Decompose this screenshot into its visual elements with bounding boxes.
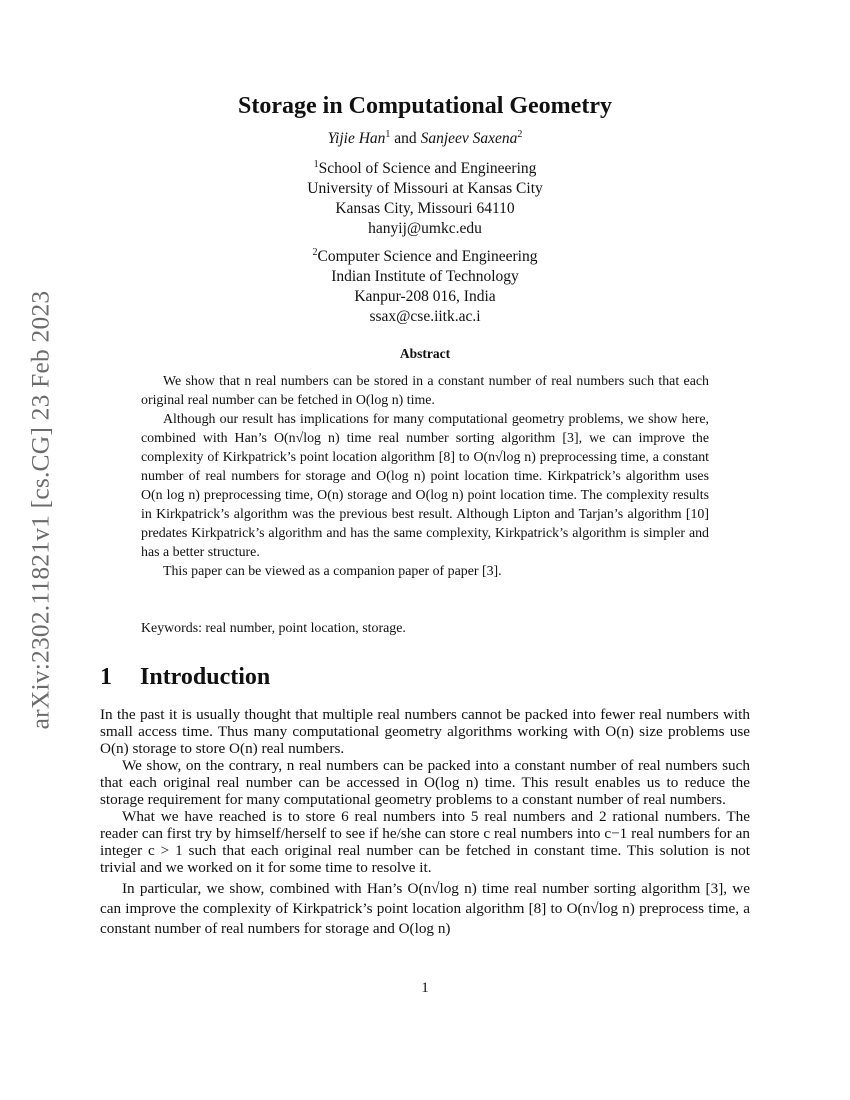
affiliation-line: Kansas City, Missouri 64110 (335, 200, 515, 217)
body-paragraph: What we have reached is to store 6 real numbers into 5 real numbers and 2 rational numbers. The reader can first try by himself/herself to see if he/she can store c real numbers into c−1 real numbers for an integer c > 1 such that each original real number can be fetched in constant time. This solution is not trivial and we worked on it for some time to resolve it. (100, 808, 750, 876)
author-line (100, 130, 750, 148)
introduction-body (100, 706, 750, 939)
abstract-paragraph: Although our result has implications for many computational geometry problems, we show here, combined with Han’s O(n√log n) time real number sorting algorithm [3], we can improve the complexity of Kirkpatrick’s point location algorithm [8] to O(n√log n) preprocessing time, a constant number of real numbers for storage and O(log n) point location time. Kirkpatrick’s algorithm uses O(n log n) preprocessing time, O(n) storage and O(log n) point location time. The complexity results in Kirkpatrick’s algorithm was the previous best result. Although Lipton and Tarjan’s algorithm [10] predates Kirkpatrick’s algorithm and has the same complexity, Kirkpatrick’s algorithm is simpler and has a better structure. (141, 412, 709, 560)
keywords-line: Keywords: real number, point location, storage. (141, 621, 406, 636)
affiliation-line: $^2$Computer Science and Engineering (312, 247, 538, 265)
author-name: Yijie Han (327, 130, 386, 147)
affiliation-line: $^1$School of Science and Engineering (313, 159, 537, 177)
section-number: 1 (100, 664, 112, 690)
paper-title: Storage in Computational Geometry (238, 93, 612, 119)
section-heading (100, 664, 270, 691)
abstract-body (141, 372, 709, 581)
affiliation-line: University of Missouri at Kansas City (307, 180, 543, 197)
affiliation-block (100, 159, 750, 239)
page-number: 1 (421, 980, 429, 996)
affiliation-email: hanyij@umkc.edu (368, 220, 482, 237)
section-title: Introduction (140, 664, 271, 690)
author-joiner: and (390, 130, 421, 147)
body-paragraph: In particular, we show, combined with Han’s O(n√log n) time real number sorting algorithm [3], we can improve the complexity of Kirkpatrick’s point location algorithm [8] to O(n√log n) preprocess time, a constant number of real numbers for storage and O(log n) (100, 880, 750, 937)
affiliation-line: Indian Institute of Technology (331, 268, 519, 285)
arxiv-identifier-stamp (20, 265, 60, 755)
author-name: Sanjeev Saxena (420, 130, 518, 147)
author-affiliation-mark: 2 (517, 129, 523, 140)
affiliation-mark: 1 (313, 159, 319, 170)
affiliation-email: ssax@cse.iitk.ac.i (369, 308, 481, 325)
abstract-heading: Abstract (399, 346, 451, 361)
affiliation-mark: 2 (312, 247, 318, 258)
arxiv-identifier: arXiv:2302.11821v1 [cs.CG] 23 Feb 2023 (25, 290, 55, 730)
abstract-paragraph: We show that n real numbers can be stored in a constant number of real numbers such that each original real number can be fetched in O(log n) time. (141, 374, 709, 408)
affiliation-block (100, 247, 750, 327)
affiliation-line: Kanpur-208 016, India (354, 288, 496, 305)
body-paragraph: We show, on the contrary, n real numbers can be packed into a constant number of real numbers such that each original real number can be accessed in O(log n) time. This result enables us to reduce the storage requirement for many computational geometry problems to a constant number of real numbers. (100, 757, 750, 808)
body-paragraph: In the past it is usually thought that multiple real numbers cannot be packed into fewer real numbers with small access time. Thus many computational geometry algorithms working with O(n) size problems use O(n) storage to store O(n) real numbers. (100, 706, 750, 757)
abstract-paragraph: This paper can be viewed as a companion paper of paper [3]. (163, 564, 502, 579)
author-affiliation-mark: 1 (385, 129, 391, 140)
